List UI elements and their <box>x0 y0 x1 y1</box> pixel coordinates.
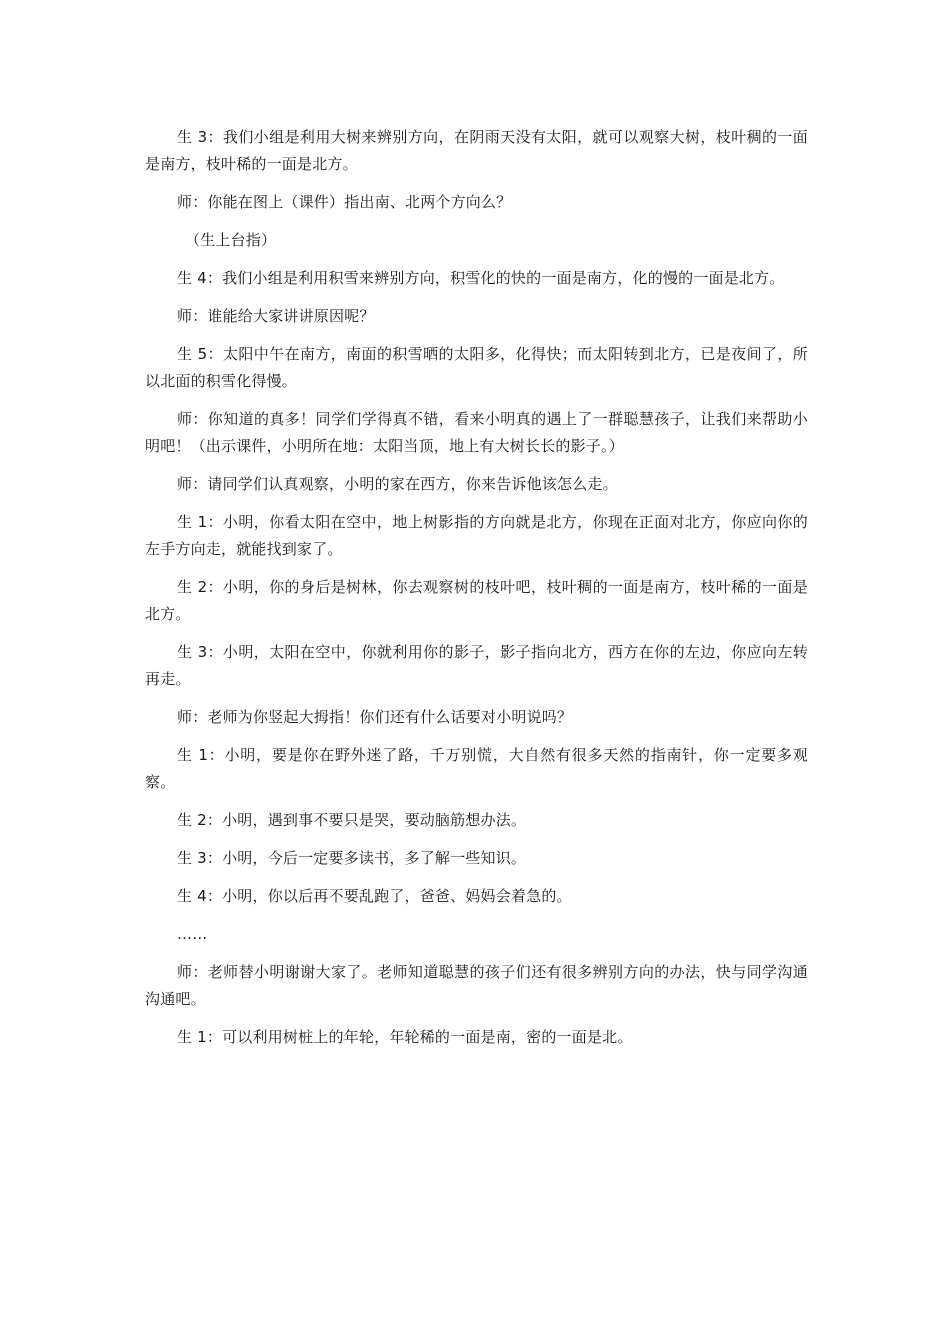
paragraph: 生 4：我们小组是利用积雪来辨别方向，积雪化的快的一面是南方，化的慢的一面是北方。 <box>177 269 785 287</box>
paragraph: 师：你知道的真多！同学们学得真不错，看来小明真的遇上了一群聪慧孩子，让我们来帮助小明吧！（出示课件，小明所在地：太阳当顶，地上有大树长长的影子。） <box>145 410 808 455</box>
paragraph: 师：老师替小明谢谢大家了。老师知道聪慧的孩子们还有很多辨别方向的办法，快与同学沟通沟通吧。 <box>145 963 808 1008</box>
paragraph: 生 5：太阳中午在南方，南面的积雪晒的太阳多，化得快；而太阳转到北方，已是夜间了，所以北面的积雪化得慢。 <box>145 345 808 390</box>
paragraph: 生 2：小明，遇到事不要只是哭，要动脑筋想办法。 <box>177 811 527 829</box>
paragraph: 生 3：我们小组是利用大树来辨别方向，在阴雨天没有太阳，就可以观察大树，枝叶稠的一面是南方，枝叶稀的一面是北方。 <box>145 128 808 173</box>
paragraph: （生上台指） <box>185 231 277 249</box>
paragraph: 生 3：小明，太阳在空中，你就利用你的影子，影子指向北方，西方在你的左边，你应向左转再走。 <box>145 643 808 688</box>
paragraph: 生 1：小明，要是你在野外迷了路，千万别慌，大自然有很多天然的指南针，你一定要多观察。 <box>145 746 808 791</box>
paragraph: 生 4：小明，你以后再不要乱跑了，爸爸、妈妈会着急的。 <box>177 887 572 905</box>
paragraph: 师：请同学们认真观察，小明的家在西方，你来告诉他该怎么走。 <box>177 475 618 493</box>
paragraph: 师：你能在图上（课件）指出南、北两个方向么？ <box>177 193 512 211</box>
paragraph: 师：老师为你竖起大拇指！你们还有什么话要对小明说吗？ <box>177 708 573 726</box>
document-body <box>145 124 808 1062</box>
paragraph: 生 2：小明，你的身后是树林，你去观察树的枝叶吧，枝叶稠的一面是南方，枝叶稀的一面是北方。 <box>145 578 808 623</box>
paragraph: 生 1：小明，你看太阳在空中，地上树影指的方向就是北方，你现在正面对北方，你应向你的左手方向走，就能找到家了。 <box>145 513 808 558</box>
ellipsis-paragraph: …… <box>177 925 208 943</box>
paragraph: 生 3：小明，今后一定要多读书，多了解一些知识。 <box>177 849 527 867</box>
paragraph: 生 1：可以利用树桩上的年轮，年轮稀的一面是南，密的一面是北。 <box>177 1028 633 1046</box>
paragraph: 师：谁能给大家讲讲原因呢？ <box>177 307 375 325</box>
